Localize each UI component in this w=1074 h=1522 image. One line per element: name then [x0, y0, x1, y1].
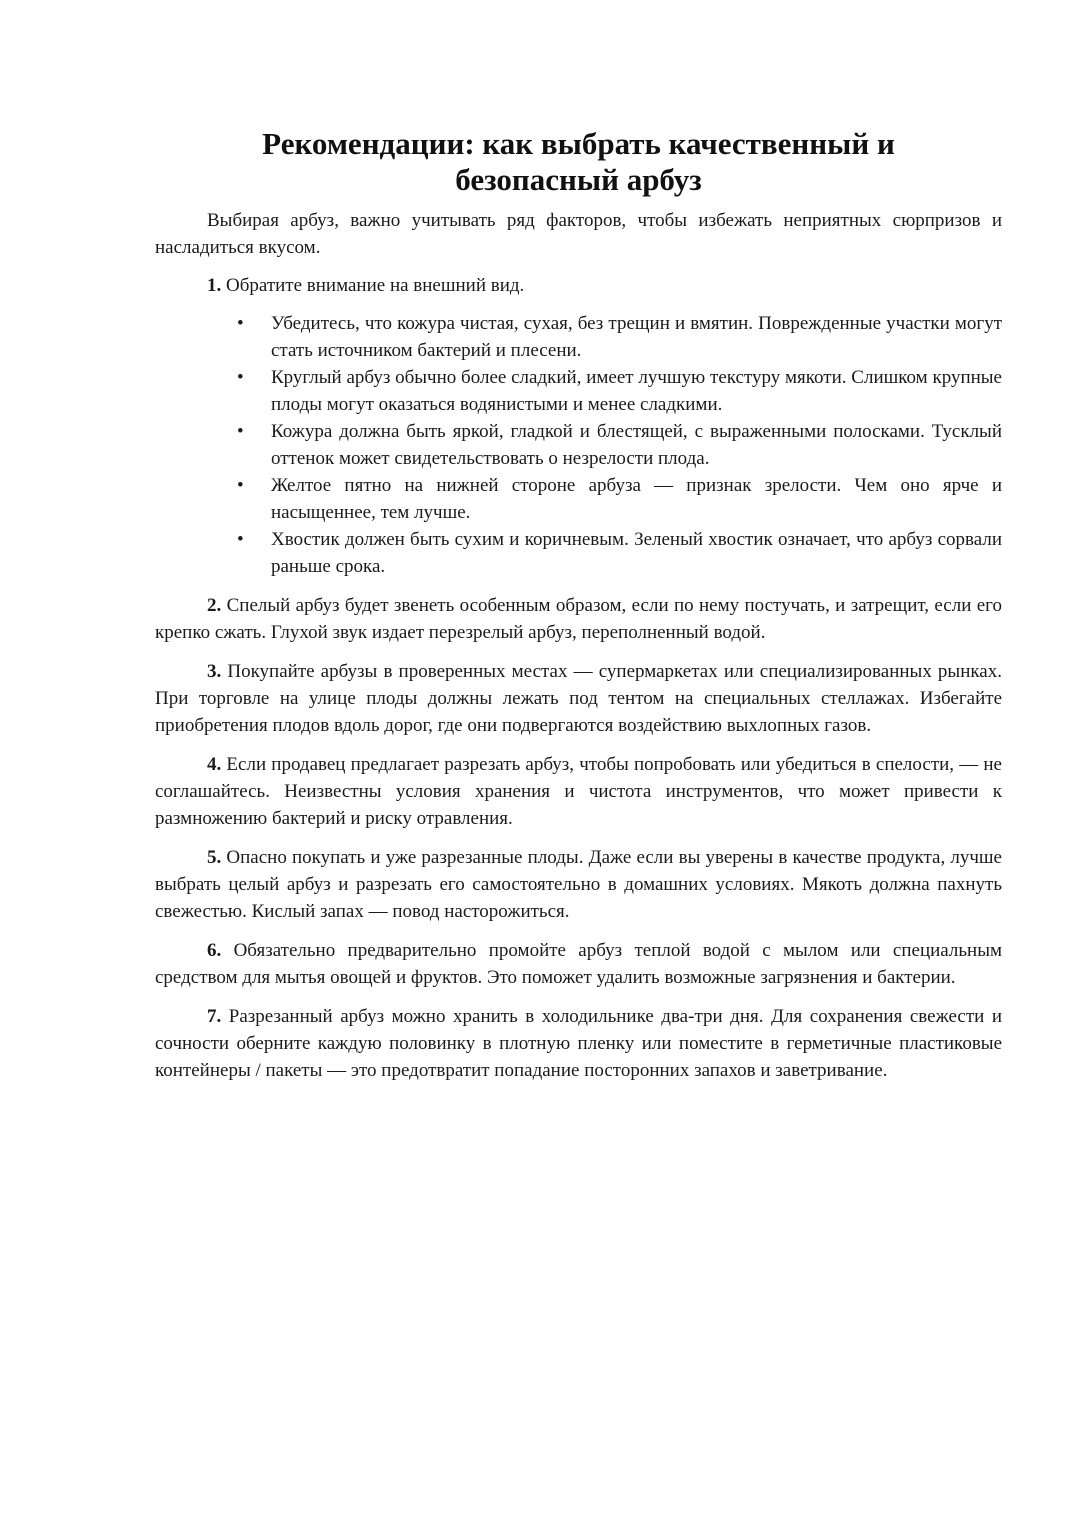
- item-4-text: Если продавец предлагает разрезать арбуз, чтобы попробовать или убедиться в спелости, — не соглашайтесь. Неизвестны условия хранения и чистота инструментов, что может привести к размножению бактерий и риску отравления.: [155, 754, 1002, 829]
- title-line-1: Рекомендации: как выбрать качественный и: [262, 126, 895, 161]
- bullet-text: Хвостик должен быть сухим и коричневым. Зеленый хвостик означает, что арбуз сорвали раньше срока.: [271, 529, 1002, 577]
- item-5-text: Опасно покупать и уже разрезанные плоды. Даже если вы уверены в качестве продукта, лучше выбрать целый арбуз и разрезать его самостоятельно в домашних условиях. Мякоть должна пахнуть свежестью. Кислый запах — повод насторожиться.: [155, 847, 1002, 922]
- item-6-number: 6.: [207, 940, 222, 961]
- item-1-text: Обратите внимание на внешний вид.: [221, 275, 525, 296]
- bullet-text: Круглый арбуз обычно более сладкий, имеет лучшую текстуру мякоти. Слишком крупные плоды могут оказаться водянистыми и менее сладкими.: [271, 367, 1002, 415]
- item-3-number: 3.: [207, 661, 222, 682]
- bullet-text: Кожура должна быть яркой, гладкой и блестящей, с выраженными полосками. Тусклый оттенок может свидетельствовать о незрелости плода.: [271, 421, 1002, 469]
- bullet-item: [155, 472, 1002, 526]
- title-line-2: безопасный арбуз: [455, 162, 702, 197]
- bullet-item: [155, 526, 1002, 580]
- item-6-text: Обязательно предварительно промойте арбуз теплой водой с мылом или специальным средством для мытья овощей и фруктов. Это поможет удалить возможные загрязнения и бактерии.: [155, 940, 1002, 988]
- item-7-text: Разрезанный арбуз можно хранить в холодильнике два-три дня. Для сохранения свежести и сочности оберните каждую половинку в плотную пленку или поместите в герметичные пластиковые контейнеры / пакеты — это предотвратит попадание посторонних запахов и заветривание.: [155, 1006, 1002, 1081]
- bullet-icon: •: [237, 475, 244, 496]
- document-title: [155, 126, 1002, 198]
- item-2-number: 2.: [207, 595, 222, 616]
- item-1-number: 1.: [207, 275, 222, 296]
- item-1-heading: [155, 272, 1002, 299]
- item-3-text: Покупайте арбузы в проверенных местах — супермаркетах или специализированных рынках. При торговле на улице плоды должны лежать под тентом на специальных стеллажах. Избегайте приобретения плодов вдоль дорог, где они подвергаются воздействию выхлопных газов.: [155, 661, 1002, 736]
- appearance-bullet-list: [155, 310, 1002, 580]
- item-6-paragraph: [155, 937, 1002, 991]
- item-5-number: 5.: [207, 847, 222, 868]
- item-7-paragraph: [155, 1003, 1002, 1084]
- bullet-icon: •: [237, 421, 244, 442]
- item-4-paragraph: [155, 751, 1002, 832]
- item-3-paragraph: [155, 658, 1002, 739]
- bullet-text: Желтое пятно на нижней стороне арбуза — признак зрелости. Чем оно ярче и насыщеннее, тем лучше.: [271, 475, 1002, 523]
- item-7-number: 7.: [207, 1006, 222, 1027]
- item-2-paragraph: [155, 592, 1002, 646]
- intro-paragraph: Выбирая арбуз, важно учитывать ряд факторов, чтобы избежать неприятных сюрпризов и насладиться вкусом.: [155, 210, 1002, 258]
- item-5-paragraph: [155, 844, 1002, 925]
- bullet-icon: •: [237, 529, 244, 550]
- bullet-item: [155, 364, 1002, 418]
- bullet-icon: •: [237, 367, 244, 388]
- bullet-icon: •: [237, 313, 244, 334]
- document-page: [155, 126, 1002, 1084]
- bullet-text: Убедитесь, что кожура чистая, сухая, без трещин и вмятин. Поврежденные участки могут стать источником бактерий и плесени.: [271, 313, 1002, 361]
- item-4-number: 4.: [207, 754, 222, 775]
- bullet-item: [155, 310, 1002, 364]
- item-2-text: Спелый арбуз будет звенеть особенным образом, если по нему постучать, и затрещит, если его крепко сжать. Глухой звук издает перезрелый арбуз, переполненный водой.: [155, 595, 1002, 643]
- bullet-item: [155, 418, 1002, 472]
